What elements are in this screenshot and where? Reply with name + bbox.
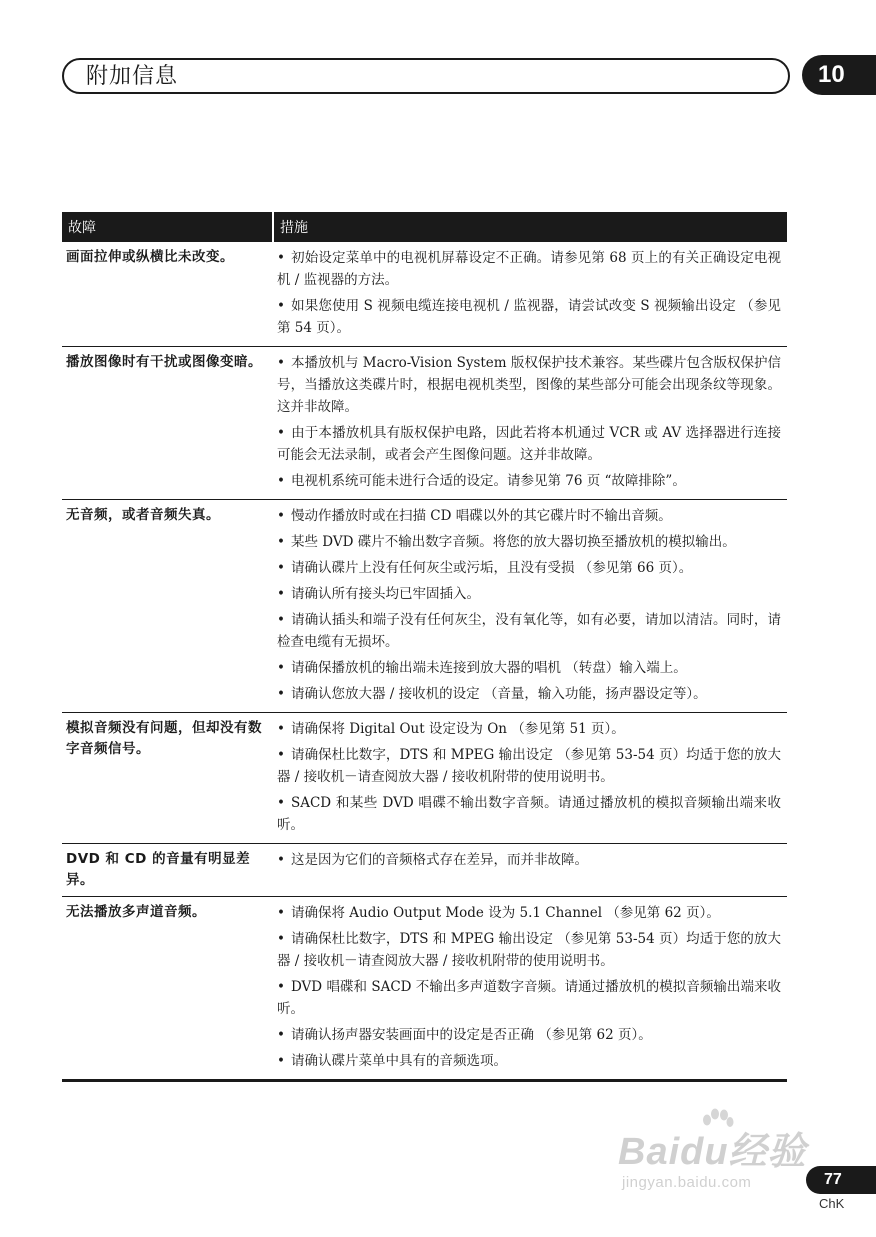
bullet-icon: • (277, 979, 285, 995)
remedy-cell (273, 713, 787, 844)
table-row (62, 242, 787, 347)
remedy-item (277, 583, 781, 605)
bullet-icon: • (277, 425, 285, 441)
paw-icon (700, 1108, 734, 1148)
bullet-icon: • (277, 534, 285, 550)
table-header-row (62, 212, 787, 242)
remedy-item (277, 295, 781, 339)
bullet-icon: • (277, 612, 285, 628)
remedy-item (277, 557, 781, 579)
problem-cell (62, 713, 273, 844)
bullet-icon: • (277, 1053, 285, 1069)
problem-cell (62, 844, 273, 897)
problem-cell (62, 500, 273, 713)
remedy-item (277, 422, 781, 466)
remedy-cell (273, 500, 787, 713)
bullet-icon: • (277, 747, 285, 763)
column-header-problem: 故障 (62, 212, 273, 242)
remedy-text: 本播放机与 Macro-Vision System 版权保护技术兼容。某些碟片包含版权保护信号，当播放这类碟片时，根据电视机类型，图像的某些部分可能会出现条纹等现象。这并非故障。 (277, 355, 781, 415)
bullet-icon: • (277, 473, 285, 489)
remedy-item (277, 1024, 781, 1046)
remedy-text: 请确认扬声器安装画面中的设定是否正确 （参见第 62 页）。 (290, 1027, 652, 1043)
remedy-item (277, 744, 781, 788)
remedy-cell (273, 844, 787, 897)
language-code: ChK (819, 1196, 845, 1211)
remedy-item (277, 683, 781, 705)
table-row (62, 500, 787, 713)
remedy-item (277, 928, 781, 972)
remedy-text: 请确保杜比数字，DTS 和 MPEG 输出设定 （参见第 53-54 页）均适于您的放大器 / 接收机－请查阅放大器 / 接收机附带的使用说明书。 (277, 747, 781, 785)
problem-cell (62, 242, 273, 347)
remedy-item (277, 609, 781, 653)
table-row (62, 844, 787, 897)
remedy-text: 请确保将 Audio Output Mode 设为 5.1 Channel （参见第 62 页）。 (290, 905, 720, 921)
remedy-text: 请确保杜比数字，DTS 和 MPEG 输出设定 （参见第 53-54 页）均适于您的放大器 / 接收机－请查阅放大器 / 接收机附带的使用说明书。 (277, 931, 781, 969)
problem-cell (62, 347, 273, 500)
remedy-text: 请确保将 Digital Out 设定设为 On （参见第 51 页）。 (290, 721, 625, 737)
remedy-item (277, 352, 781, 418)
page-number: 77 (806, 1166, 876, 1194)
remedy-text: 请确认碟片菜单中具有的音频选项。 (290, 1053, 507, 1069)
table-row (62, 897, 787, 1081)
bullet-icon: • (277, 1027, 285, 1043)
remedy-item (277, 505, 781, 527)
remedy-item (277, 247, 781, 291)
remedy-item (277, 849, 781, 871)
remedy-item (277, 657, 781, 679)
bullet-icon: • (277, 905, 285, 921)
remedy-item (277, 470, 781, 492)
remedy-cell (273, 347, 787, 500)
remedy-text: 这是因为它们的音频格式存在差异，而并非故障。 (290, 852, 588, 868)
remedy-item (277, 718, 781, 740)
problem-text: 模拟音频没有问题，但却没有数字音频信号。 (66, 720, 262, 757)
remedy-cell (273, 242, 787, 347)
bullet-icon: • (277, 721, 285, 737)
remedy-text: 请确认碟片上没有任何灰尘或污垢，且没有受损 （参见第 66 页）。 (290, 560, 693, 576)
remedy-text: 慢动作播放时或在扫描 CD 唱碟以外的其它碟片时不输出音频。 (290, 508, 672, 524)
bullet-icon: • (277, 852, 285, 868)
bullet-icon: • (277, 508, 285, 524)
remedy-text: 如果您使用 S 视频电缆连接电视机 / 监视器，请尝试改变 S 视频输出设定 （参见第 54 页）。 (277, 298, 781, 336)
bullet-icon: • (277, 298, 285, 314)
remedy-text: 某些 DVD 碟片不输出数字音频。将您的放大器切换至播放机的模拟输出。 (290, 534, 736, 550)
bullet-icon: • (277, 931, 285, 947)
remedy-text: 由于本播放机具有版权保护电路，因此若将本机通过 VCR 或 AV 选择器进行连接可能会无法录制，或者会产生图像问题。这并非故障。 (277, 425, 781, 463)
problem-text: 无法播放多声道音频。 (66, 904, 206, 920)
bullet-icon: • (277, 560, 285, 576)
bullet-icon: • (277, 686, 285, 702)
remedy-item (277, 792, 781, 836)
chapter-title: 附加信息 (86, 64, 179, 89)
watermark-url: jingyan.baidu.com (622, 1174, 752, 1191)
bullet-icon: • (277, 586, 285, 602)
remedy-text: 初始设定菜单中的电视机屏幕设定不正确。请参见第 68 页上的有关正确设定电视机 / 监视器的方法。 (277, 250, 781, 288)
problem-cell (62, 897, 273, 1081)
problem-text: 播放图像时有干扰或图像变暗。 (66, 354, 262, 370)
remedy-text: DVD 唱碟和 SACD 不输出多声道数字音频。请通过播放机的模拟音频输出端来收听。 (277, 979, 781, 1017)
baidu-watermark (618, 1108, 818, 1198)
remedy-item (277, 1050, 781, 1072)
problem-text: 无音频，或者音频失真。 (66, 507, 220, 523)
bullet-icon: • (277, 795, 285, 811)
remedy-item (277, 531, 781, 553)
table-row (62, 713, 787, 844)
troubleshooting-table (62, 212, 787, 1082)
chapter-number-badge: 10 (802, 55, 876, 95)
remedy-cell (273, 897, 787, 1081)
remedy-text: SACD 和某些 DVD 唱碟不输出数字音频。请通过播放机的模拟音频输出端来收听。 (277, 795, 781, 833)
remedy-text: 请确保播放机的输出端未连接到放大器的唱机 （转盘）输入端上。 (290, 660, 687, 676)
problem-text: DVD 和 CD 的音量有明显差异。 (66, 851, 251, 888)
problem-text: 画面拉伸或纵横比未改变。 (66, 249, 234, 265)
remedy-item (277, 976, 781, 1020)
remedy-text: 请确认所有接头均已牢固插入。 (290, 586, 480, 602)
bullet-icon: • (277, 660, 285, 676)
remedy-text: 请确认插头和端子没有任何灰尘，没有氧化等，如有必要，请加以清洁。同时，请检查电缆有无损坏。 (277, 612, 781, 650)
remedy-text: 请确认您放大器 / 接收机的设定 （音量，输入功能，扬声器设定等）。 (290, 686, 707, 702)
chapter-header (62, 58, 790, 94)
watermark-brand: Baidu经验 (618, 1131, 807, 1173)
table-row (62, 347, 787, 500)
remedy-item (277, 902, 781, 924)
bullet-icon: • (277, 250, 285, 266)
column-header-remedy: 措施 (273, 212, 787, 242)
bullet-icon: • (277, 355, 285, 371)
remedy-text: 电视机系统可能未进行合适的设定。请参见第 76 页 “故障排除”。 (290, 473, 686, 489)
